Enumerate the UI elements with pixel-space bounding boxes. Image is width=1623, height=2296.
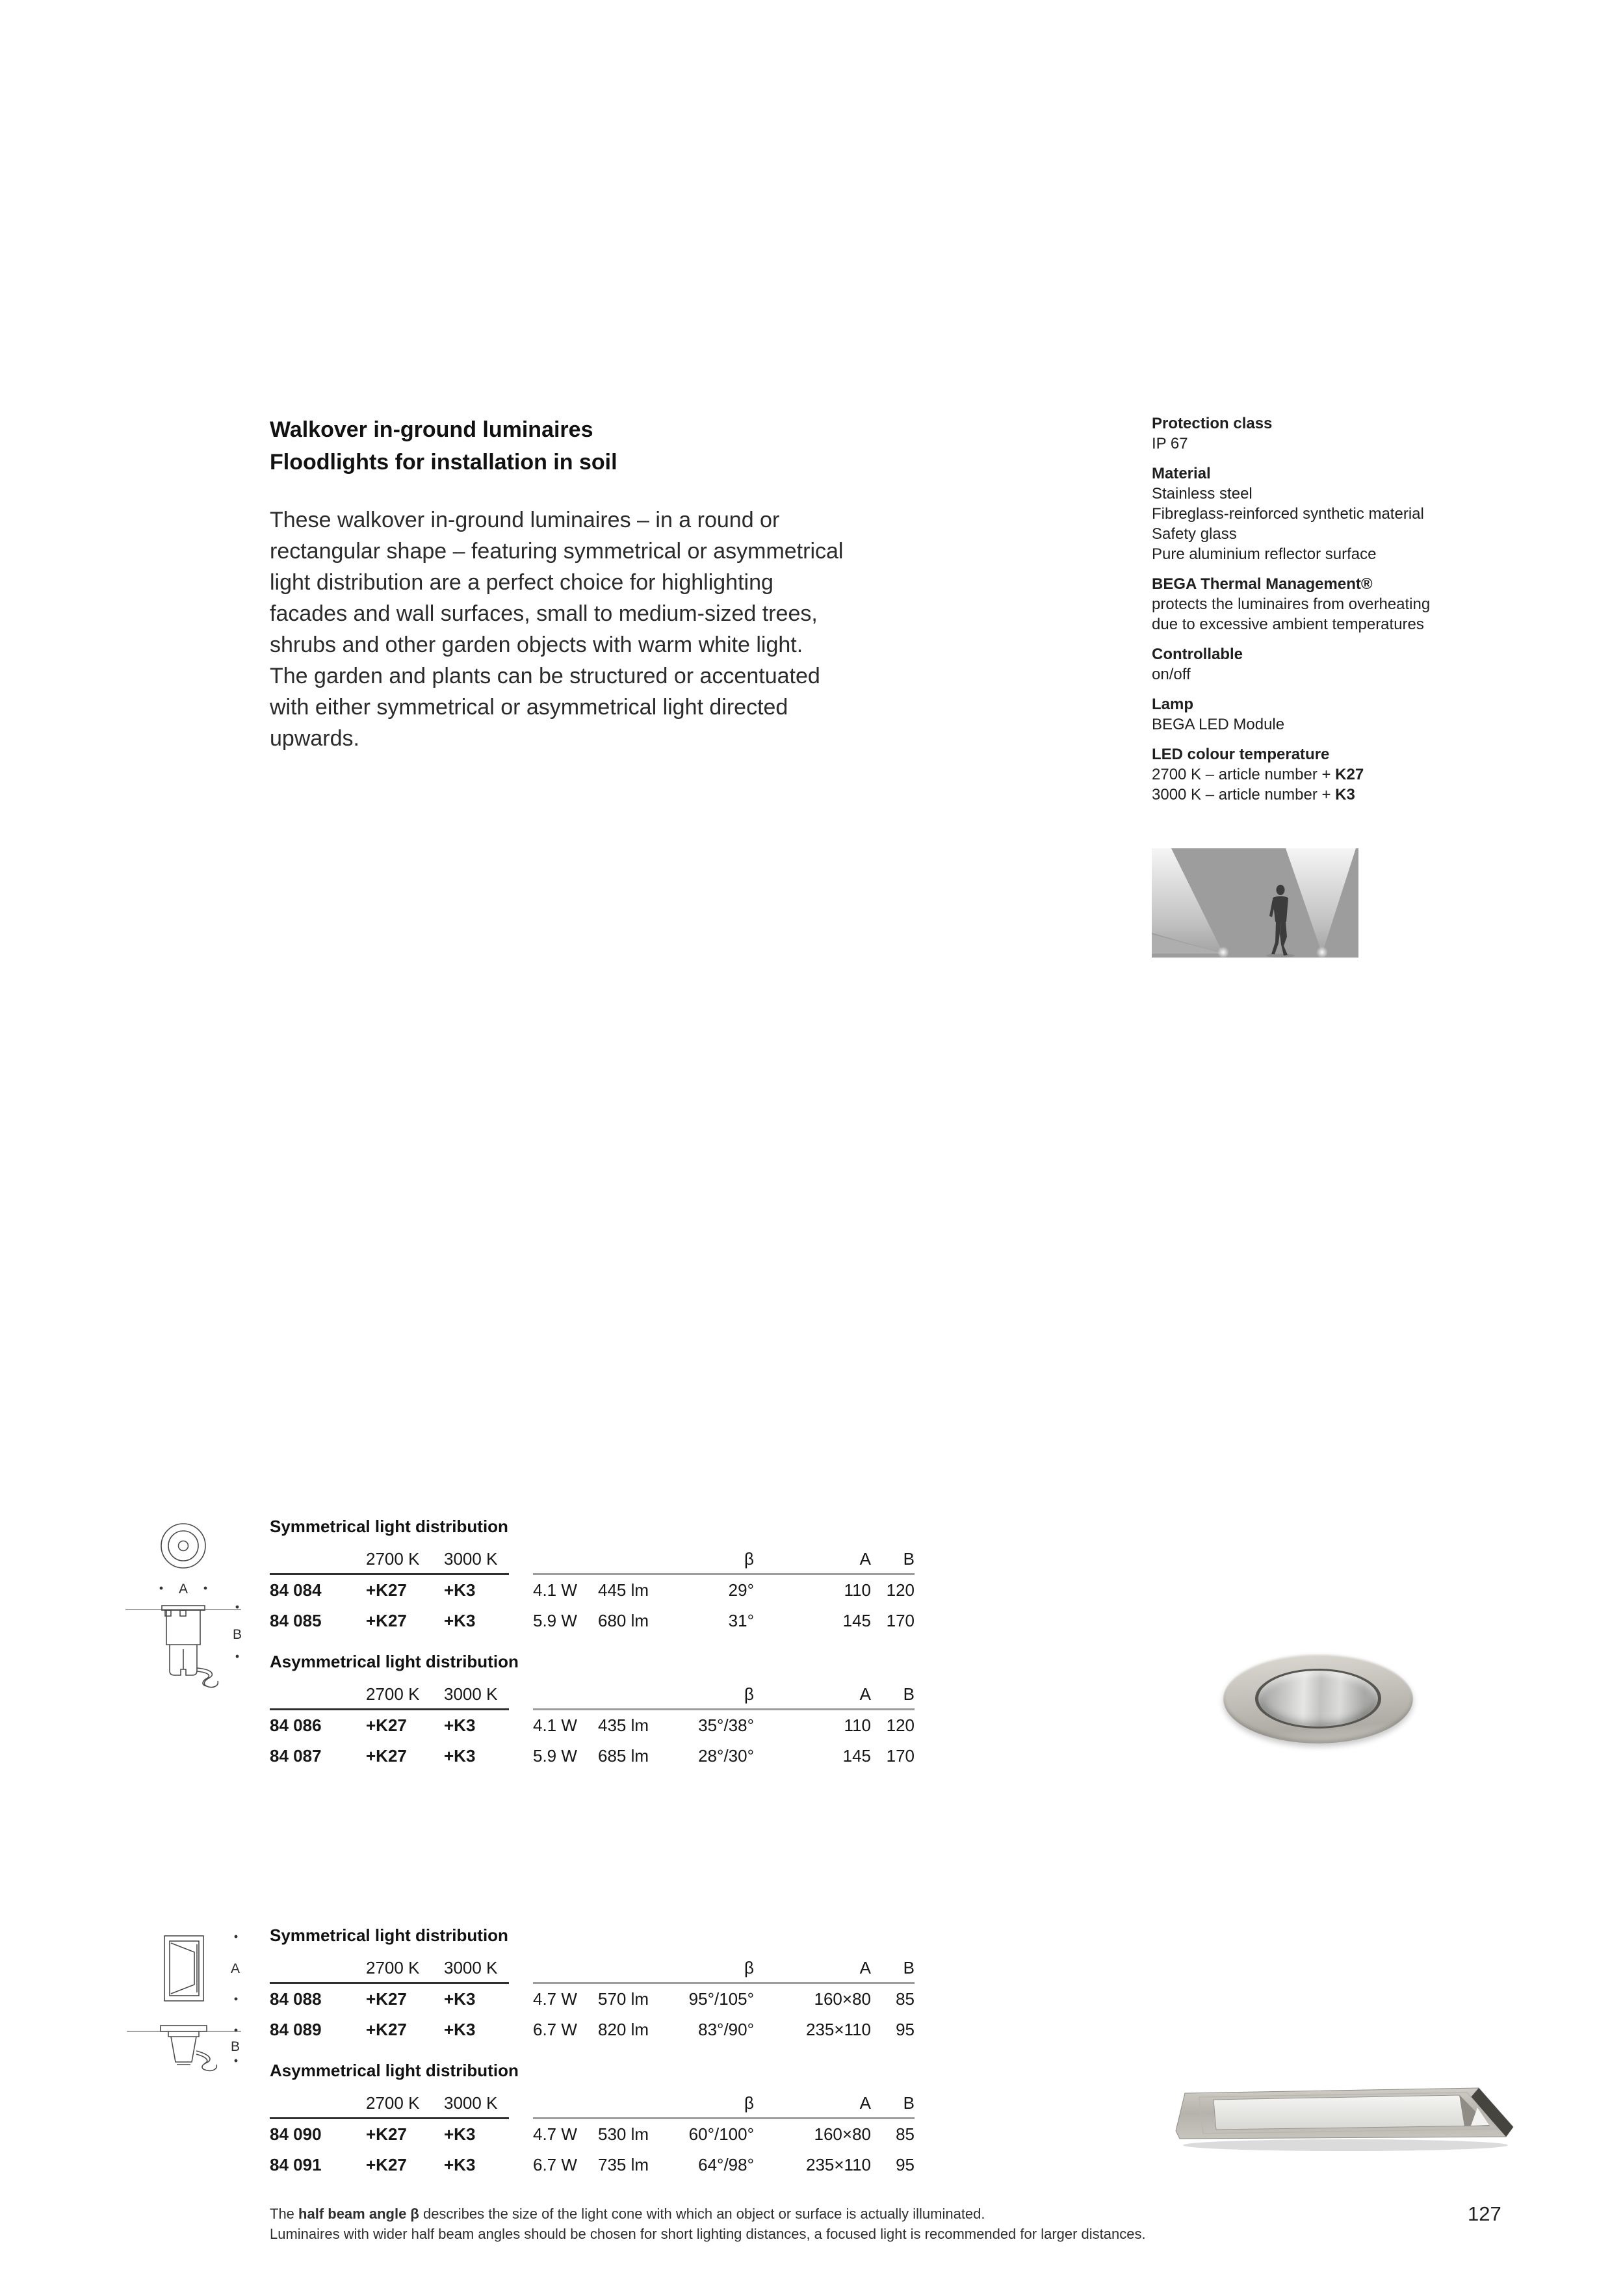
spec-heading: LED colour temperature: [1152, 746, 1330, 763]
spec-section: [1152, 694, 1464, 735]
colour-code-k3: +K3: [444, 1989, 476, 2009]
wattage: 6.7 W: [533, 2020, 577, 2039]
product-photo-linear: [1173, 2074, 1527, 2158]
luminous-flux: 530 lm: [598, 2124, 649, 2144]
table-row: [270, 2150, 915, 2180]
spec-section: [1152, 413, 1464, 454]
header-cell: β: [744, 2093, 754, 2113]
dimension-a: 145: [842, 1611, 871, 1630]
table-rule: [270, 1573, 915, 1575]
half-beam-angle: 60°/100°: [688, 2124, 754, 2144]
spec-section: [1152, 644, 1464, 685]
colour-code-k3: +K3: [444, 2124, 476, 2144]
rule-gap: [509, 1982, 533, 1984]
table-section: [270, 1925, 915, 2045]
colour-code-k3: +K3: [444, 1611, 476, 1630]
colour-code-k27: +K27: [366, 1989, 407, 2009]
article-number: 84 089: [270, 2020, 322, 2039]
intro-section: [270, 413, 972, 754]
colour-code-k3: +K3: [444, 1580, 476, 1600]
luminous-flux: 735 lm: [598, 2155, 649, 2174]
dimension-b: 120: [886, 1580, 915, 1600]
intro-text-line: shrubs and other garden objects with warm white light.: [270, 633, 803, 657]
header-cell: A: [859, 1684, 871, 1704]
dimension-b: 120: [886, 1715, 915, 1735]
article-number: 84 090: [270, 2124, 322, 2144]
spec-line: due to excessive ambient temperatures: [1152, 616, 1424, 633]
dimension-a: 235×110: [805, 2020, 871, 2039]
intro-text-line: facades and wall surfaces, small to medium-sized trees,: [270, 601, 818, 626]
article-number: 84 088: [270, 1989, 322, 2009]
table-row: [270, 1984, 915, 2015]
header-cell: B: [903, 1684, 915, 1704]
footnote-text: describes the size of the light cone with which an object or surface is actually illuminated.: [419, 2206, 985, 2222]
half-beam-angle: 64°/98°: [698, 2155, 754, 2174]
luminous-flux: 435 lm: [598, 1715, 649, 1735]
colour-code-k27: +K27: [366, 1746, 407, 1766]
dimension-a: 160×80: [814, 1989, 871, 2009]
rule-left: [270, 2117, 509, 2119]
section-title: Asymmetrical light distribution: [270, 1652, 519, 1671]
wattage: 5.9 W: [533, 1611, 577, 1630]
table-row: [270, 1575, 915, 1606]
product-table-round: [270, 1517, 915, 1787]
spec-heading: Protection class: [1152, 415, 1273, 432]
colour-code: K27: [1335, 766, 1364, 783]
dimension-a: 235×110: [805, 2155, 871, 2174]
intro-text-line: light distribution are a perfect choice for highlighting: [270, 570, 773, 595]
rule-left: [270, 1573, 509, 1575]
header-cell: A: [859, 2093, 871, 2113]
wattage: 4.1 W: [533, 1715, 577, 1735]
product-photo-round: [1208, 1633, 1429, 1773]
header-cell: 3000 K: [444, 1958, 498, 1977]
header-cell: β: [744, 1684, 754, 1704]
colour-code-k27: +K27: [366, 2155, 407, 2174]
product-table-rectangular: [270, 1925, 915, 2196]
header-cell: 2700 K: [366, 2093, 420, 2113]
dimension-b: 85: [896, 1989, 915, 2009]
section-title: Symmetrical light distribution: [270, 1517, 508, 1536]
header-cell: 2700 K: [366, 1958, 420, 1977]
wattage: 5.9 W: [533, 1746, 577, 1766]
header-cell: 2700 K: [366, 1684, 420, 1704]
half-beam-angle: 83°/90°: [698, 2020, 754, 2039]
spec-line: IP 67: [1152, 435, 1188, 452]
intro-text-line: These walkover in-ground luminaires – in a round or: [270, 508, 780, 532]
footnote: [270, 2204, 1388, 2244]
rule-right: [533, 1982, 915, 1984]
header-cell: 2700 K: [366, 1549, 420, 1569]
rule-right: [533, 2117, 915, 2119]
header-cell: 3000 K: [444, 2093, 498, 2113]
rule-left: [270, 1982, 509, 1984]
colour-code-k27: +K27: [366, 1715, 407, 1735]
table-header: [270, 2087, 915, 2117]
page-subtitle: Floodlights for installation in soil: [270, 450, 617, 475]
page-title: Walkover in-ground luminaires: [270, 417, 593, 442]
dimension-b: 95: [896, 2020, 915, 2039]
half-beam-angle: 29°: [728, 1580, 754, 1600]
dimension-a: 145: [842, 1746, 871, 1766]
colour-code-k3: +K3: [444, 1746, 476, 1766]
table-row: [270, 2015, 915, 2045]
spec-line: on/off: [1152, 666, 1191, 683]
application-photo: [1152, 848, 1358, 958]
header-cell: 3000 K: [444, 1684, 498, 1704]
spec-heading: BEGA Thermal Management®: [1152, 575, 1373, 593]
dimension-label-a: A: [230, 1961, 240, 1976]
spec-line-text: 2700 K – article number +: [1152, 766, 1336, 783]
spec-line: Fibreglass-reinforced synthetic material: [1152, 505, 1424, 523]
table-section: [270, 1517, 915, 1636]
dimension-b: 170: [886, 1611, 915, 1630]
table-row: [270, 1741, 915, 1771]
spec-column: [1152, 413, 1464, 815]
header-cell: A: [859, 1549, 871, 1569]
rule-gap: [509, 1708, 533, 1710]
header-cell: β: [744, 1958, 754, 1977]
article-number: 84 087: [270, 1746, 322, 1766]
article-number: 84 086: [270, 1715, 322, 1735]
light-scene-illustration: [1152, 848, 1358, 958]
spec-line: Pure aluminium reflector surface: [1152, 545, 1377, 563]
dimension-a: 160×80: [814, 2124, 871, 2144]
section-title: Asymmetrical light distribution: [270, 2061, 519, 2080]
wattage: 4.7 W: [533, 2124, 577, 2144]
rule-right: [533, 1708, 915, 1710]
luminous-flux: 680 lm: [598, 1611, 649, 1630]
dimension-b: 170: [886, 1746, 915, 1766]
footnote-text: The: [270, 2206, 299, 2222]
table-row: [270, 1606, 915, 1636]
tech-drawing-round: [114, 1515, 263, 1739]
spec-line: protects the luminaires from overheating: [1152, 595, 1431, 613]
table-row: [270, 1710, 915, 1741]
dimension-label-b: B: [230, 2039, 240, 2054]
spec-line: Stainless steel: [1152, 485, 1253, 502]
colour-code-k27: +K27: [366, 2124, 407, 2144]
intro-text-line: The garden and plants can be structured or accentuated: [270, 664, 820, 688]
rule-left: [270, 1708, 509, 1710]
intro-text-line: with either symmetrical or asymmetrical light directed: [270, 695, 788, 720]
rule-right: [533, 1573, 915, 1575]
wattage: 4.1 W: [533, 1580, 577, 1600]
linear-luminaire-image: [1173, 2074, 1527, 2158]
colour-code: K3: [1335, 786, 1355, 803]
page-number: 127: [1468, 2202, 1501, 2225]
spec-line: [1152, 764, 1464, 785]
intro-text-line: rectangular shape – featuring symmetrical or asymmetrical: [270, 539, 844, 564]
spec-section: [1152, 463, 1464, 564]
intro-text-line: upwards.: [270, 726, 359, 751]
rule-gap: [509, 2117, 533, 2119]
luminous-flux: 820 lm: [598, 2020, 649, 2039]
header-cell: β: [744, 1549, 754, 1569]
article-number: 84 085: [270, 1611, 322, 1630]
colour-code-k27: +K27: [366, 2020, 407, 2039]
luminous-flux: 445 lm: [598, 1580, 649, 1600]
spec-heading: Controllable: [1152, 646, 1243, 663]
table-header: [270, 1952, 915, 1982]
table-section: [270, 2061, 915, 2180]
header-cell: B: [903, 2093, 915, 2113]
table-section: [270, 1652, 915, 1771]
header-cell: A: [859, 1958, 871, 1977]
colour-code-k27: +K27: [366, 1580, 407, 1600]
wattage: 6.7 W: [533, 2155, 577, 2174]
glass-panel: [1214, 2095, 1489, 2130]
table-rule: [270, 1708, 915, 1710]
spec-section: [1152, 574, 1464, 634]
dimension-a: 110: [844, 1715, 871, 1735]
spec-line: BEGA LED Module: [1152, 716, 1285, 733]
spec-heading: Material: [1152, 465, 1211, 482]
header-cell: 3000 K: [444, 1549, 498, 1569]
spec-line: Safety glass: [1152, 525, 1237, 543]
luminous-flux: 570 lm: [598, 1989, 649, 2009]
colour-code-k3: +K3: [444, 2020, 476, 2039]
spec-section: [1152, 744, 1464, 805]
table-row: [270, 2119, 915, 2150]
footnote-line2: Luminaires with wider half beam angles should be chosen for short lighting distances, a focused light is recommended for larger distances.: [270, 2226, 1146, 2242]
table-rule: [270, 2117, 915, 2119]
half-beam-angle: 28°/30°: [698, 1746, 754, 1766]
colour-code-k3: +K3: [444, 2155, 476, 2174]
header-cell: B: [903, 1549, 915, 1569]
half-beam-angle: 31°: [728, 1611, 754, 1630]
half-beam-angle: 95°/105°: [688, 1989, 754, 2009]
wattage: 4.7 W: [533, 1989, 577, 2009]
colour-code-k27: +K27: [366, 1611, 407, 1630]
dimension-label-b: B: [232, 1627, 242, 1642]
tech-drawing-rectangular: [114, 1927, 263, 2152]
luminous-flux: 685 lm: [598, 1746, 649, 1766]
spec-heading: Lamp: [1152, 696, 1194, 713]
dimension-b: 85: [896, 2124, 915, 2144]
rule-gap: [509, 1573, 533, 1575]
table-header: [270, 1678, 915, 1708]
article-number: 84 084: [270, 1580, 322, 1600]
table-header: [270, 1543, 915, 1573]
dimension-b: 95: [896, 2155, 915, 2174]
spec-line-text: 3000 K – article number +: [1152, 786, 1336, 803]
aluminium-reflector: [1258, 1671, 1378, 1727]
section-title: Symmetrical light distribution: [270, 1925, 508, 1945]
spec-line: [1152, 785, 1464, 805]
article-number: 84 091: [270, 2155, 322, 2174]
dimension-a: 110: [844, 1580, 871, 1600]
half-beam-angle: 35°/38°: [698, 1715, 754, 1735]
colour-code-k3: +K3: [444, 1715, 476, 1735]
dimension-label-a: A: [178, 1582, 188, 1597]
intro-paragraph: [270, 504, 972, 754]
header-cell: B: [903, 1958, 915, 1977]
footnote-bold-term: half beam angle β: [298, 2206, 419, 2222]
photo-shadow: [1183, 2139, 1508, 2151]
table-rule: [270, 1982, 915, 1984]
